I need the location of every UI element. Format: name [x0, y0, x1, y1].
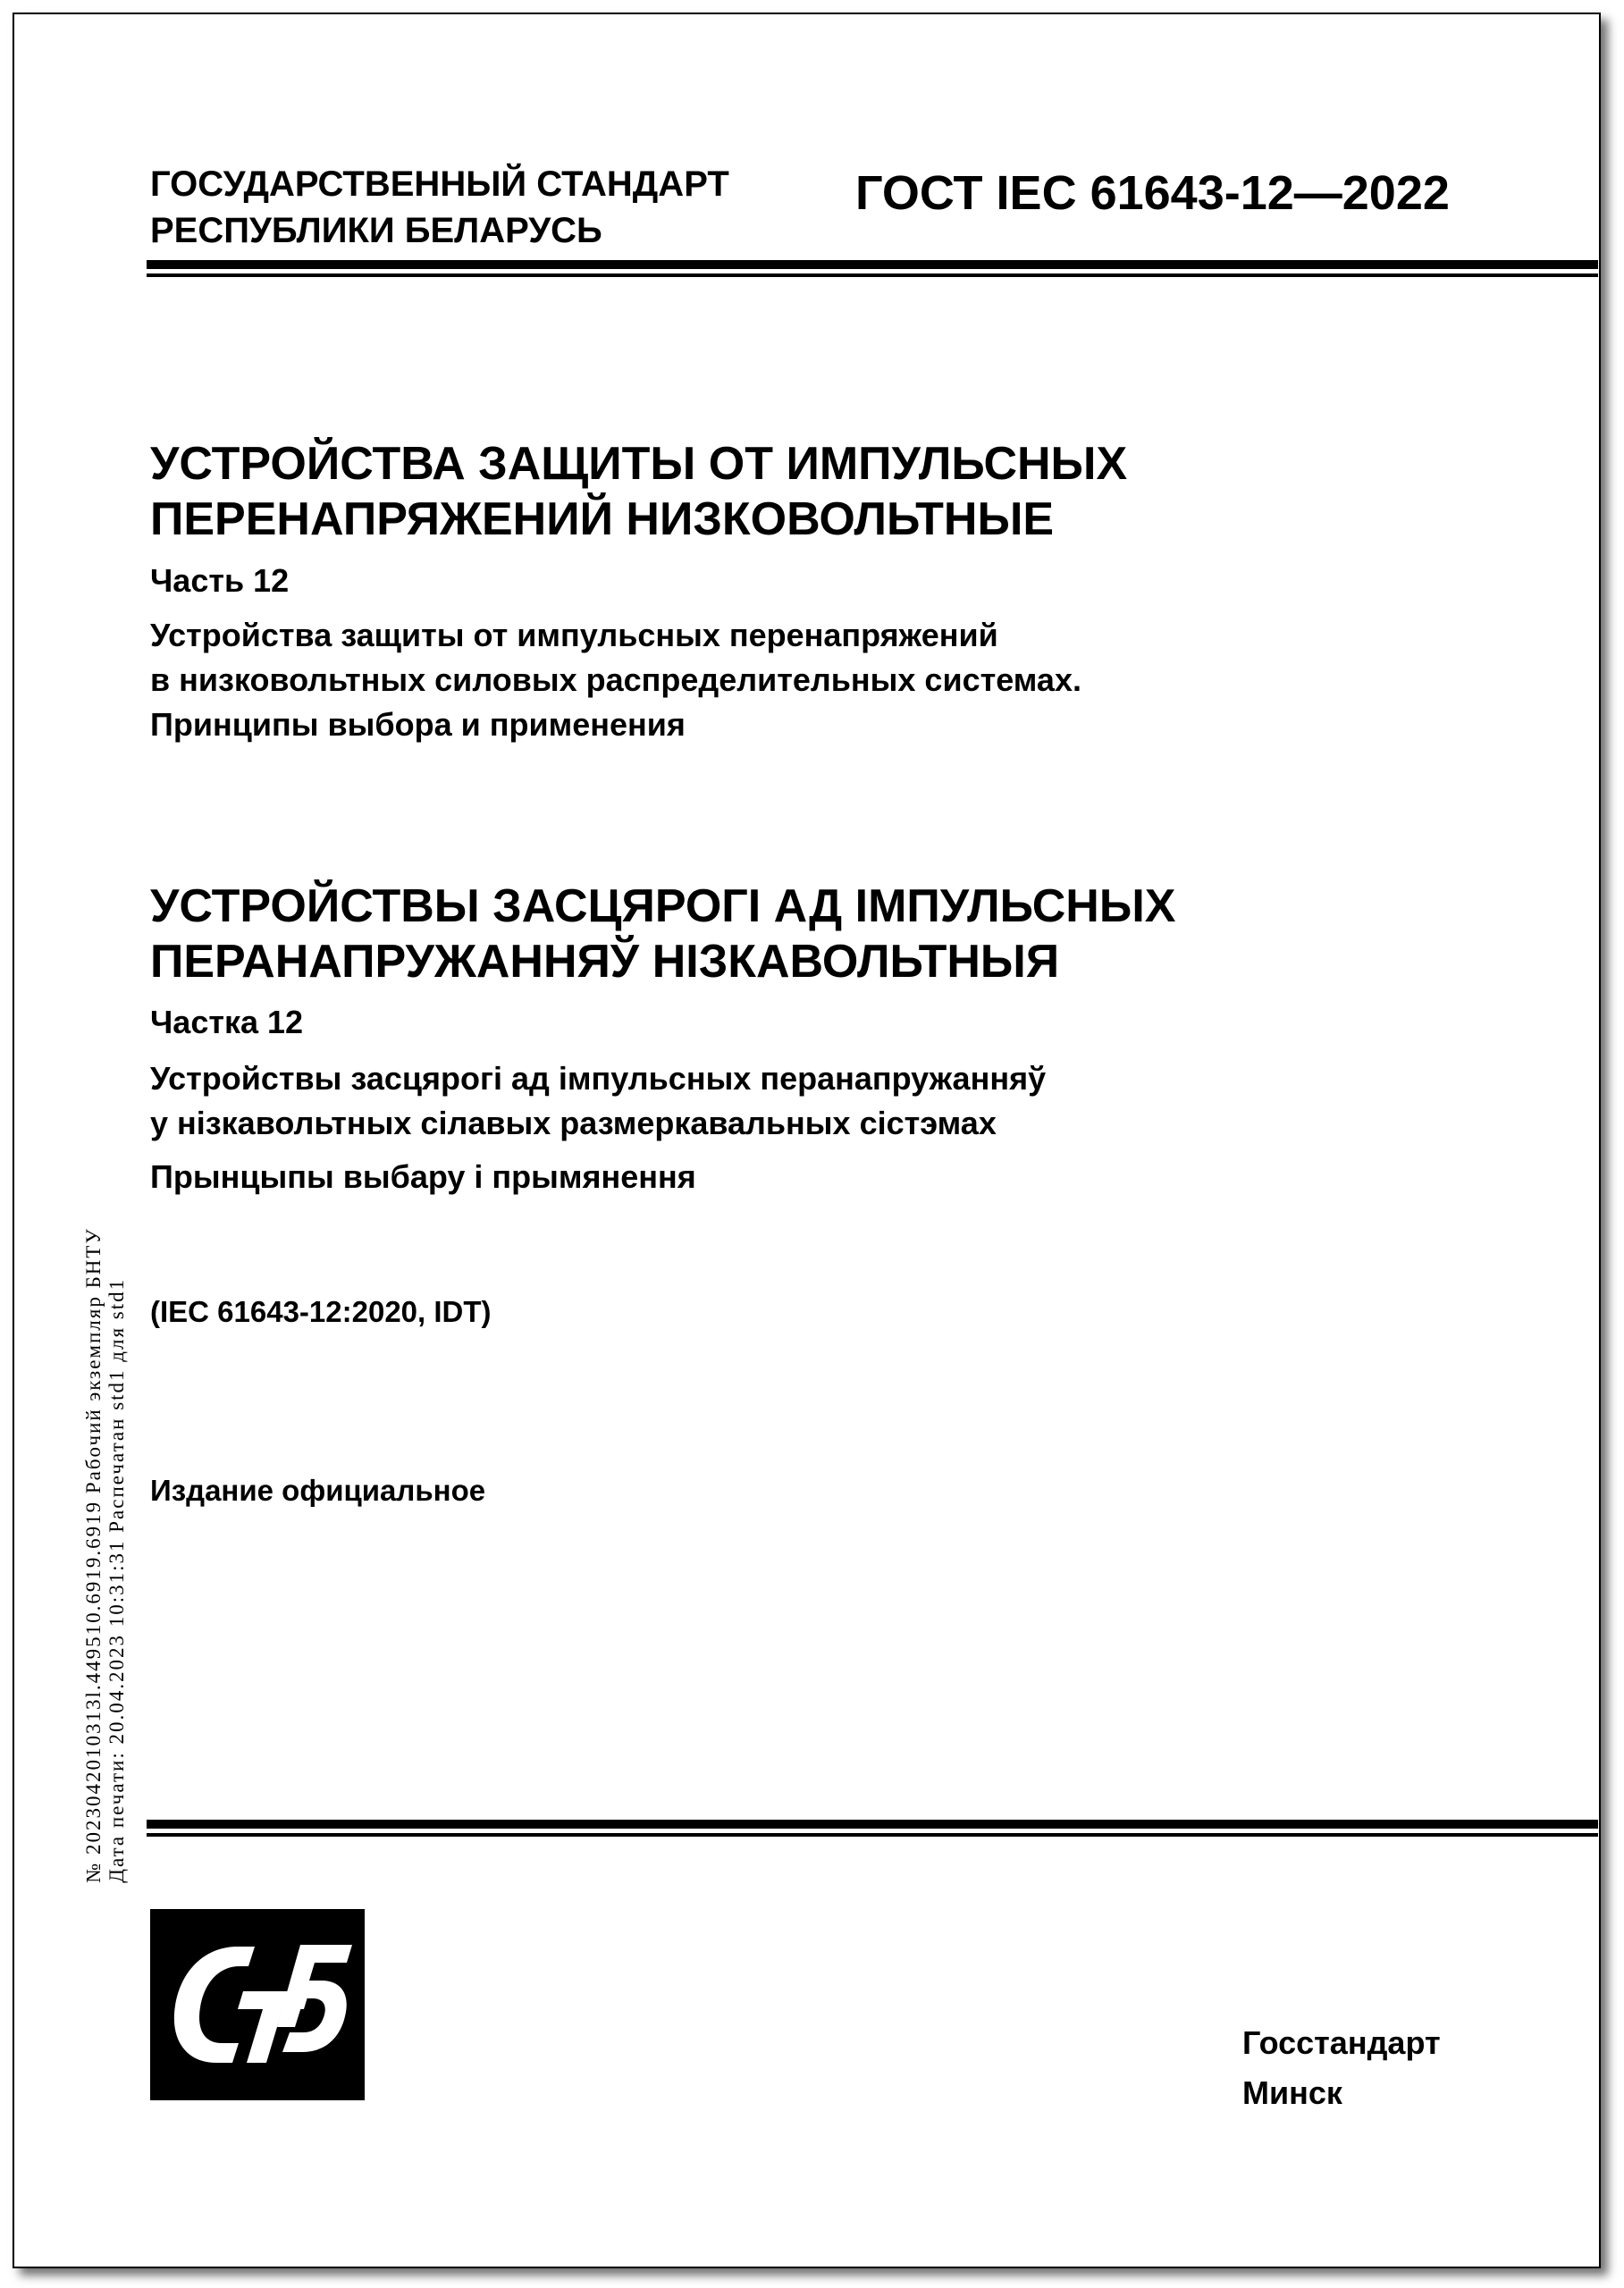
standard-code: ГОСТ IEC 61643-12—2022 — [855, 166, 1450, 220]
russian-subtitle-line-1: Устройства защиты от импульсных перенапряжений — [150, 617, 998, 653]
belarusian-subtitle-line-1: Устройствы засцярогі ад імпульсных перанапружанняў — [150, 1060, 1047, 1097]
stb-logo-icon — [150, 1909, 365, 2100]
authority-line-1: ГОСУДАРСТВЕННЫЙ СТАНДАРТ — [150, 164, 729, 204]
russian-title-line-1: УСТРОЙСТВА ЗАЩИТЫ ОТ ИМПУЛЬСНЫХ — [150, 438, 1128, 490]
publisher — [1242, 2018, 1441, 2118]
publisher-city: Минск — [1242, 2074, 1342, 2111]
international-reference: (IEC 61643-12:2020, IDT) — [150, 1295, 492, 1328]
authority-line-2: РЕСПУБЛИКИ БЕЛАРУСЬ — [150, 211, 602, 250]
belarusian-subtitle — [150, 1056, 1046, 1146]
publisher-name: Госстандарт — [1242, 2024, 1441, 2061]
belarusian-title-line-2: ПЕРАНАПРУЖАННЯЎ НІЗКАВОЛЬТНЫЯ — [150, 936, 1060, 988]
russian-part-number: Часть 12 — [150, 562, 290, 599]
stb-logo — [150, 1909, 365, 2100]
print-stamp-line-2: Дата печати: 20.04.2023 10:31:31 Распечатан std1 для std1 — [105, 1277, 128, 1883]
print-stamp-line-1: № 2023042010313l.449510.6919.6919 Рабочий экземпляр БНТУ — [82, 1227, 105, 1883]
russian-subtitle — [150, 613, 1081, 747]
print-stamp — [82, 1227, 129, 1882]
header-divider — [147, 260, 1598, 277]
belarusian-title — [150, 879, 1175, 989]
belarusian-subtitle-line-3: Прынцыпы выбару і прымянення — [150, 1158, 696, 1195]
russian-subtitle-line-2: в низковольтных силовых распределительных системах. — [150, 661, 1081, 698]
edition-label: Издание официальное — [150, 1474, 486, 1507]
russian-subtitle-line-3: Принципы выбора и применения — [150, 706, 686, 743]
russian-title — [150, 436, 1127, 547]
belarusian-title-line-1: УСТРОЙСТВЫ ЗАСЦЯРОГІ АД ІМПУЛЬСНЫХ — [150, 880, 1176, 932]
belarusian-subtitle-line-2: у нізкавольтных сілавых размеркавальных сістэмах — [150, 1105, 997, 1141]
footer-divider — [147, 1820, 1598, 1837]
standard-authority — [150, 161, 729, 254]
belarusian-part-number: Частка 12 — [150, 1004, 304, 1040]
russian-title-line-2: ПЕРЕНАПРЯЖЕНИЙ НИЗКОВОЛЬТНЫЕ — [150, 493, 1055, 545]
